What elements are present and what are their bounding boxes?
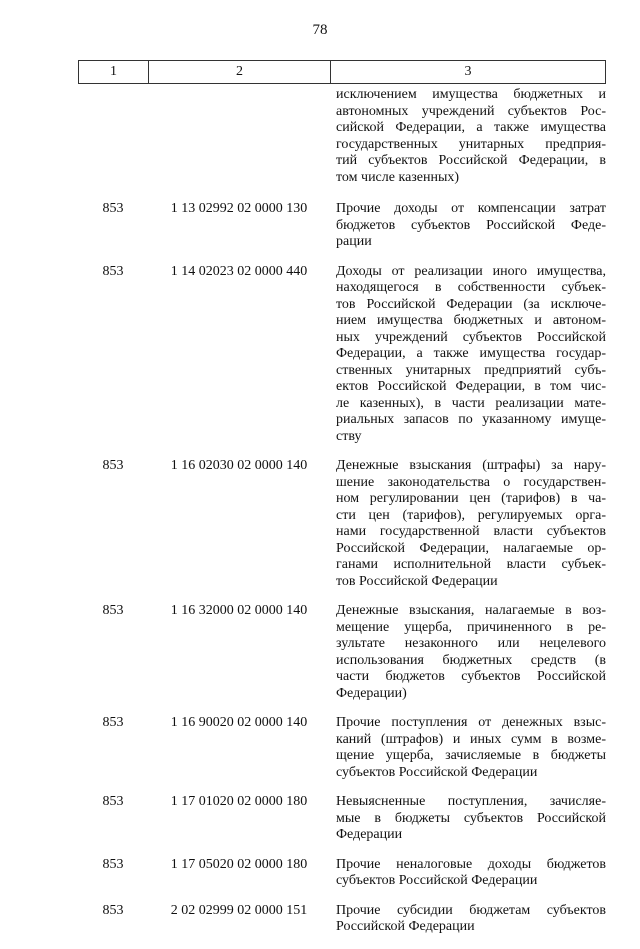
admin-code-cell: 853 [102, 902, 124, 918]
budget-code-cell: 1 13 02992 02 0000 130 [170, 201, 308, 216]
budget-code-cell: 1 16 90020 02 0000 140 [170, 715, 308, 730]
description-line: щение ущерба, зачисляемые в бюджеты [336, 748, 606, 763]
table-row [78, 264, 606, 446]
admin-code-cell: 853 [102, 715, 124, 730]
description-line: ном регулировании цен (тарифов) в ча- [336, 491, 606, 506]
description-line: каний (штрафов) и иных сумм в возме- [336, 731, 606, 747]
description-line: рации [336, 234, 372, 249]
description-line: нами государственной власти субъектов [336, 524, 606, 539]
description-cell [330, 201, 606, 251]
admin-code-cell: 853 [102, 856, 124, 872]
description-line: ле казенных), в части реализации мате- [336, 395, 606, 411]
table-row [78, 201, 606, 251]
description-line: Прочие субсидии бюджетам субъектов [336, 902, 606, 918]
description-line: риальных запасов по указанному имуще- [336, 412, 606, 427]
table-row [78, 87, 606, 186]
description-line: ственных унитарных предприятий субъ- [336, 362, 606, 378]
table-row [78, 903, 606, 936]
description-line: мые в бюджеты субъектов Российской [336, 810, 606, 826]
budget-code-cell: 1 17 05020 02 0000 180 [170, 856, 308, 872]
table-row [78, 603, 606, 702]
page-number: 78 [312, 22, 328, 38]
description-line: ектов Российской Федерации, в том чис- [336, 379, 606, 394]
description-line: Доходы от реализации иного имущества, [336, 263, 606, 279]
description-line: мещение ущерба, причиненного в ре- [336, 619, 606, 635]
description-cell [330, 857, 606, 890]
description-line: ных учреждений субъектов Российской [336, 329, 606, 345]
description-line: автономных учреждений субъектов Рос- [336, 103, 606, 119]
table-row [78, 458, 606, 590]
description-cell [330, 458, 606, 590]
description-line: находящегося в собственности субъек- [336, 280, 606, 295]
description-cell [330, 87, 606, 186]
description-line: Российской Федерации, налагаемые ор- [336, 540, 606, 556]
description-cell [330, 903, 606, 936]
description-line: тов Российской Федерации [336, 573, 498, 589]
description-line: Денежные взыскания (штрафы) за нару- [336, 458, 606, 473]
table-header-col-2: 2 [149, 61, 331, 83]
table-row [78, 857, 606, 890]
description-line: Российской Федерации [336, 919, 475, 934]
admin-code-cell: 853 [102, 794, 124, 809]
budget-code-cell: 1 16 32000 02 0000 140 [170, 603, 308, 618]
description-line: Федерации, а также имущества государ- [336, 346, 606, 361]
admin-code-cell: 853 [102, 201, 124, 216]
description-line: Прочие доходы от компенсации затрат [336, 201, 606, 216]
description-line: ству [336, 428, 362, 444]
description-line: субъектов Российской Федерации [336, 764, 538, 780]
description-line: ганами исполнительной власти субъек- [336, 557, 606, 572]
budget-code-cell: 2 02 02999 02 0000 151 [170, 902, 308, 918]
description-cell [330, 794, 606, 844]
description-line: нием имущества бюджетных и автоном- [336, 313, 606, 328]
table-header-row [78, 60, 606, 84]
description-line: зультате незаконного или нецелевого [336, 636, 606, 651]
description-line: Невыясненные поступления, зачисляе- [336, 794, 606, 809]
budget-code-cell: 1 17 01020 02 0000 180 [170, 794, 308, 809]
table-header-col-3: 3 [464, 64, 472, 79]
description-cell [330, 603, 606, 702]
description-line: том числе казенных) [336, 169, 460, 185]
description-line: государственных унитарных предприя- [336, 136, 606, 152]
description-line: Прочие неналоговые доходы бюджетов [336, 856, 606, 872]
description-line: шение законодательства о государствен- [336, 474, 606, 490]
description-line: сти цен (тарифов), регулируемых орга- [336, 507, 606, 523]
description-line: тий субъектов Российской Федерации, в [336, 153, 606, 168]
table-header-col-1: 1 [79, 61, 149, 83]
table-row [78, 794, 606, 844]
admin-code-cell: 853 [102, 458, 124, 473]
table-body [78, 87, 606, 949]
description-line: Денежные взыскания, налагаемые в воз- [336, 603, 606, 618]
description-line: субъектов Российской Федерации [336, 873, 538, 888]
admin-code-cell: 853 [102, 603, 124, 618]
description-line: Прочие поступления от денежных взыс- [336, 715, 606, 730]
description-line: Федерации) [336, 685, 407, 701]
admin-code-cell: 853 [102, 263, 124, 279]
description-line: сийской Федерации, а также имущества [336, 120, 606, 135]
budget-code-cell: 1 16 02030 02 0000 140 [170, 458, 308, 473]
description-line: части бюджетов субъектов Российской [336, 669, 606, 684]
description-line: бюджетов субъектов Российской Феде- [336, 217, 606, 233]
description-line: исключением имущества бюджетных и [336, 87, 606, 102]
description-line: использования бюджетных средств (в [336, 652, 606, 668]
description-cell [330, 715, 606, 781]
budget-code-cell: 1 14 02023 02 0000 440 [170, 263, 308, 279]
description-line: Федерации [336, 827, 403, 842]
table-row [78, 715, 606, 781]
description-cell [330, 264, 606, 446]
description-line: тов Российской Федерации (за исключе- [336, 296, 606, 312]
